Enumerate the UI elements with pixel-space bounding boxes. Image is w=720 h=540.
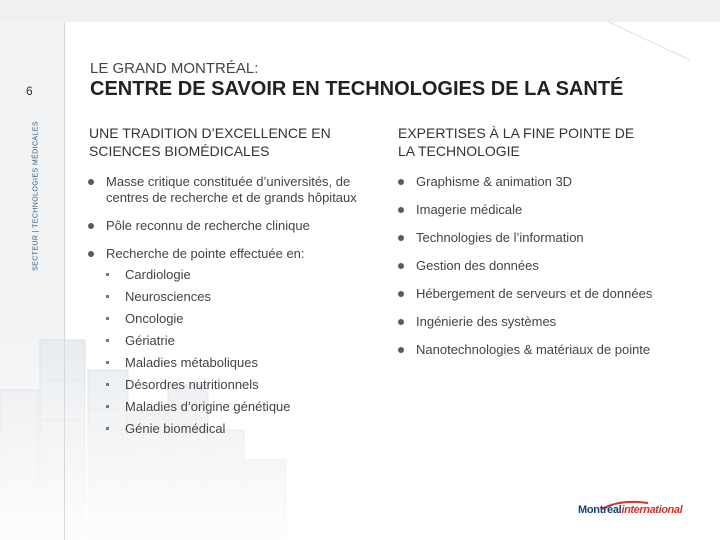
sub-list-item: Maladies d’origine génétique	[125, 399, 291, 414]
bullet-dot-icon	[88, 251, 94, 257]
sub-list-item: Cardiologie	[125, 267, 191, 282]
bullet-dot-icon	[398, 347, 404, 353]
list-item: Hébergement de serveurs et de données	[416, 286, 652, 302]
left-heading-line-1: UNE TRADITION D’EXCELLENCE EN	[89, 125, 331, 141]
square-bullet-icon	[106, 361, 109, 364]
right-column-heading	[398, 124, 708, 160]
sub-list-item: Désordres nutritionnels	[125, 377, 259, 392]
list-item: Recherche de pointe effectuée en:	[106, 246, 305, 262]
bullet-dot-icon	[398, 235, 404, 241]
list-item: Pôle reconnu de recherche clinique	[106, 218, 310, 234]
list-item: Nanotechnologies & matériaux de pointe	[416, 342, 650, 358]
left-heading-line-2: SCIENCES BIOMÉDICALES	[89, 143, 270, 159]
top-band	[0, 0, 720, 22]
list-item: Ingénierie des systèmes	[416, 314, 556, 330]
bullet-dot-icon	[398, 207, 404, 213]
list-item: Graphisme & animation 3D	[416, 174, 572, 190]
slide-subtitle: LE GRAND MONTRÉAL:	[90, 60, 259, 77]
list-item: Imagerie médicale	[416, 202, 522, 218]
bullet-dot-icon	[88, 223, 94, 229]
square-bullet-icon	[106, 273, 109, 276]
bullet-dot-icon	[398, 179, 404, 185]
right-heading-line-1: EXPERTISES À LA FINE POINTE DE	[398, 125, 635, 141]
bullet-dot-icon	[398, 291, 404, 297]
square-bullet-icon	[106, 427, 109, 430]
list-item: Technologies de l’information	[416, 230, 584, 246]
right-heading-line-2: LA TECHNOLOGIE	[398, 143, 520, 159]
sector-label: SECTEUR | TECHNOLOGIES MÉDICALES	[32, 121, 40, 271]
logo-text-international: international	[621, 504, 683, 516]
square-bullet-icon	[106, 405, 109, 408]
bullet-dot-icon	[398, 263, 404, 269]
bullet-dot-icon	[398, 319, 404, 325]
vertical-divider	[64, 22, 65, 540]
square-bullet-icon	[106, 383, 109, 386]
list-item: Gestion des données	[416, 258, 539, 274]
sub-list-item: Maladies métaboliques	[125, 355, 258, 370]
sub-list-item: Génie biomédical	[125, 421, 225, 436]
square-bullet-icon	[106, 339, 109, 342]
sub-list-item: Gériatrie	[125, 333, 175, 348]
left-column-heading	[89, 124, 379, 160]
bullet-dot-icon	[88, 179, 94, 185]
sub-list-item: Neurosciences	[125, 289, 211, 304]
slide-title: CENTRE DE SAVOIR EN TECHNOLOGIES DE LA SANTÉ	[90, 78, 624, 100]
logo-text-montreal: Montréal	[578, 504, 622, 516]
list-item: Masse critique constituée d’universités, de centres de recherche et de grands hôpitaux	[106, 174, 357, 206]
sub-list-item: Oncologie	[125, 311, 184, 326]
montreal-international-logo	[578, 500, 682, 518]
square-bullet-icon	[106, 317, 109, 320]
page-number: 6	[26, 84, 33, 98]
square-bullet-icon	[106, 295, 109, 298]
